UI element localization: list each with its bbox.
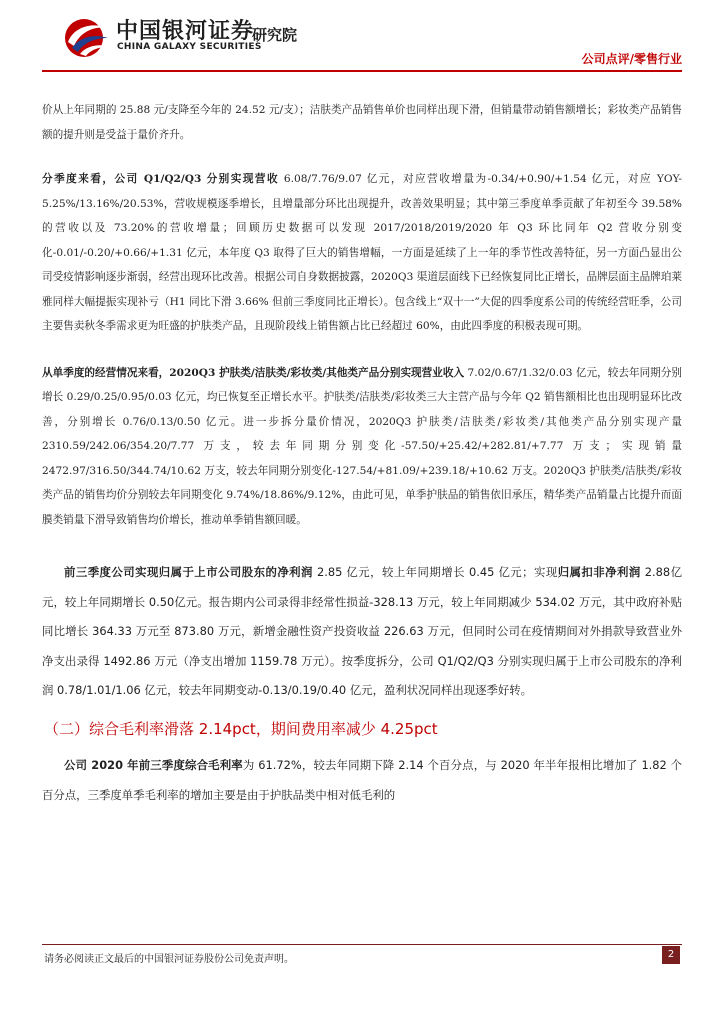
paragraph-text: 价从上年同期的 25.88 元/支降至今年的 24.52 元/支）；洁肤类产品销售单价也同样出现下滑，但销量带动销售额增长；彩妆类产品销售额的提升则是受益于量价齐升。 [42,104,682,141]
paragraph-text: 7.02/0.67/1.32/0.03 亿元，较去年同期分别增长 0.29/0.25/0.95/0.03 亿元，均已恢复至正增长水平。护肤类/洁肤类/彩妆类三大主营产品与今年 Q2 销售额相比也出现明显环比改善，分别增长 0.76/0.13/0.50 亿元。进一步拆分量价情况，2020Q3 护肤类/洁肤类/彩妆类/其他类产品分别实现产量 2310.59/242.06/354.20/7.77 万支，较去年同期分别变化-57.50/+25.42/+282.81/+7.77 万支；实现销量 2472.97/316.50/344.74/10.62 万支，较去年同期分别变化-127.54/+81.09/+239.18/+10.62 万支。2020Q3 护肤类/洁肤类/彩妆类产品的销售均价分别较去年同期变化 9.74%/18.86%/9.12%，由此可见，单季护肤品的销售依旧承压，精华类产品销量占比提升而面膜类销量下滑导致销售均价增长，推动单季销售额回暖。 [42,366,682,526]
paragraph-quarterly-revenue [42,167,682,339]
paragraph-text: 2.85 亿元，较上年同期增长 0.45 亿元；实现 [312,565,558,579]
page-number: 2 [662,946,680,964]
paragraph-net-profit [42,558,682,706]
footer-divider [42,944,682,945]
logo-english-name: CHINA GALAXY SECURITIES [117,42,262,52]
paragraph-lead-2: 归属扣非净利润 [557,565,641,579]
section-title: （二）综合毛利率滑落 2.14pct，期间费用率减少 4.25pct [44,719,438,738]
paragraph-lead: 从单季度的经营情况来看，2020Q3 护肤类/洁肤类/彩妆类/其他类产品分别实现营业收入 [42,366,465,379]
header-divider [42,70,682,72]
page-header [0,0,724,72]
paragraph-lead: 公司 2020 年前三季度综合毛利率 [64,757,243,772]
logo-chinese-name: 中国银河证券 [116,19,255,44]
galaxy-logo-icon [60,12,112,60]
paragraph-text: 为 61.72%，较去年同期下降 2.14 个百分点，与 2020 年半年报相比增加了 1.82 个百分点，三季度单季毛利率的增加主要是由于护肤品类中相对低毛利的 [42,757,682,802]
paragraph-text: 6.08/7.76/9.07 亿元，对应营收增量为-0.34/+0.90/+1.54 亿元，对应 YOY-5.25%/13.16%/20.53%，营收规模逐季增长，且增量部分环比出现提升，改善效果明显；其中第三季度单季贡献了年初至今 39.58%的营收以及 73.20%的营收增量；回顾历史数据可以发现 2017/2018/2019/2020 年 Q3 环比同年 Q2 营收分别变化-0.01/-0.20/+0.66/+1.31 亿元，本年度 Q3 取得了巨大的销售增幅，一方面是延续了上一年的季节性改善特征，另一方面凸显出公司受疫情影响逐步渐弱，经营出现环比改善。根据公司自身数据披露，2020Q3 渠道层面线下已经恢复同比正增长，品牌层面主品牌珀莱雅同样大幅提振实现补亏（H1 同比下滑 3.66% 但前三季度同比正增长）。包含线上“双十一”大促的四季度系公司的传统经营旺季，公司主要售卖秋冬季需求更为旺盛的护肤类产品，且现阶段线上销售额占比已经超过 60%，由此四季度的积极表现可期。 [42,173,682,332]
report-body [42,98,682,810]
paragraph-q3-categories [42,361,682,533]
paragraph-text-2: 2.88亿元，较上年同期增长 0.50亿元。报告期内公司录得非经常性损益-328.13 万元，较上年同期减少 534.02 万元，其中政府补贴同比增长 364.33 万元至 873.80 万元，新增金融性资产投资收益 226.63 万元，但同时公司在疫情期间对外捐款导致营业外净支出录得 1492.86 万元（净支出增加 1159.78 万元）。按季度拆分，公司 Q1/Q2/Q3 分别实现归属于上市公司股东的净利润 0.78/1.01/1.06 亿元，较去年同期变动-0.13/0.19/0.40 亿元，盈利状况同样出现逐季好转。 [42,565,682,698]
footer-disclaimer: 请务必阅读正文最后的中国银河证券股份公司免责声明。 [44,954,294,965]
institute-label: 研究院 [252,26,298,44]
paragraph-lead: 分季度来看，公司 Q1/Q2/Q3 分别实现营收 [42,173,280,185]
paragraph-price-trend [42,98,682,147]
report-category: 公司点评/零售行业 [581,52,682,66]
paragraph-lead: 前三季度公司实现归属于上市公司股东的净利润 [64,565,313,579]
paragraph-gross-margin [42,751,682,810]
